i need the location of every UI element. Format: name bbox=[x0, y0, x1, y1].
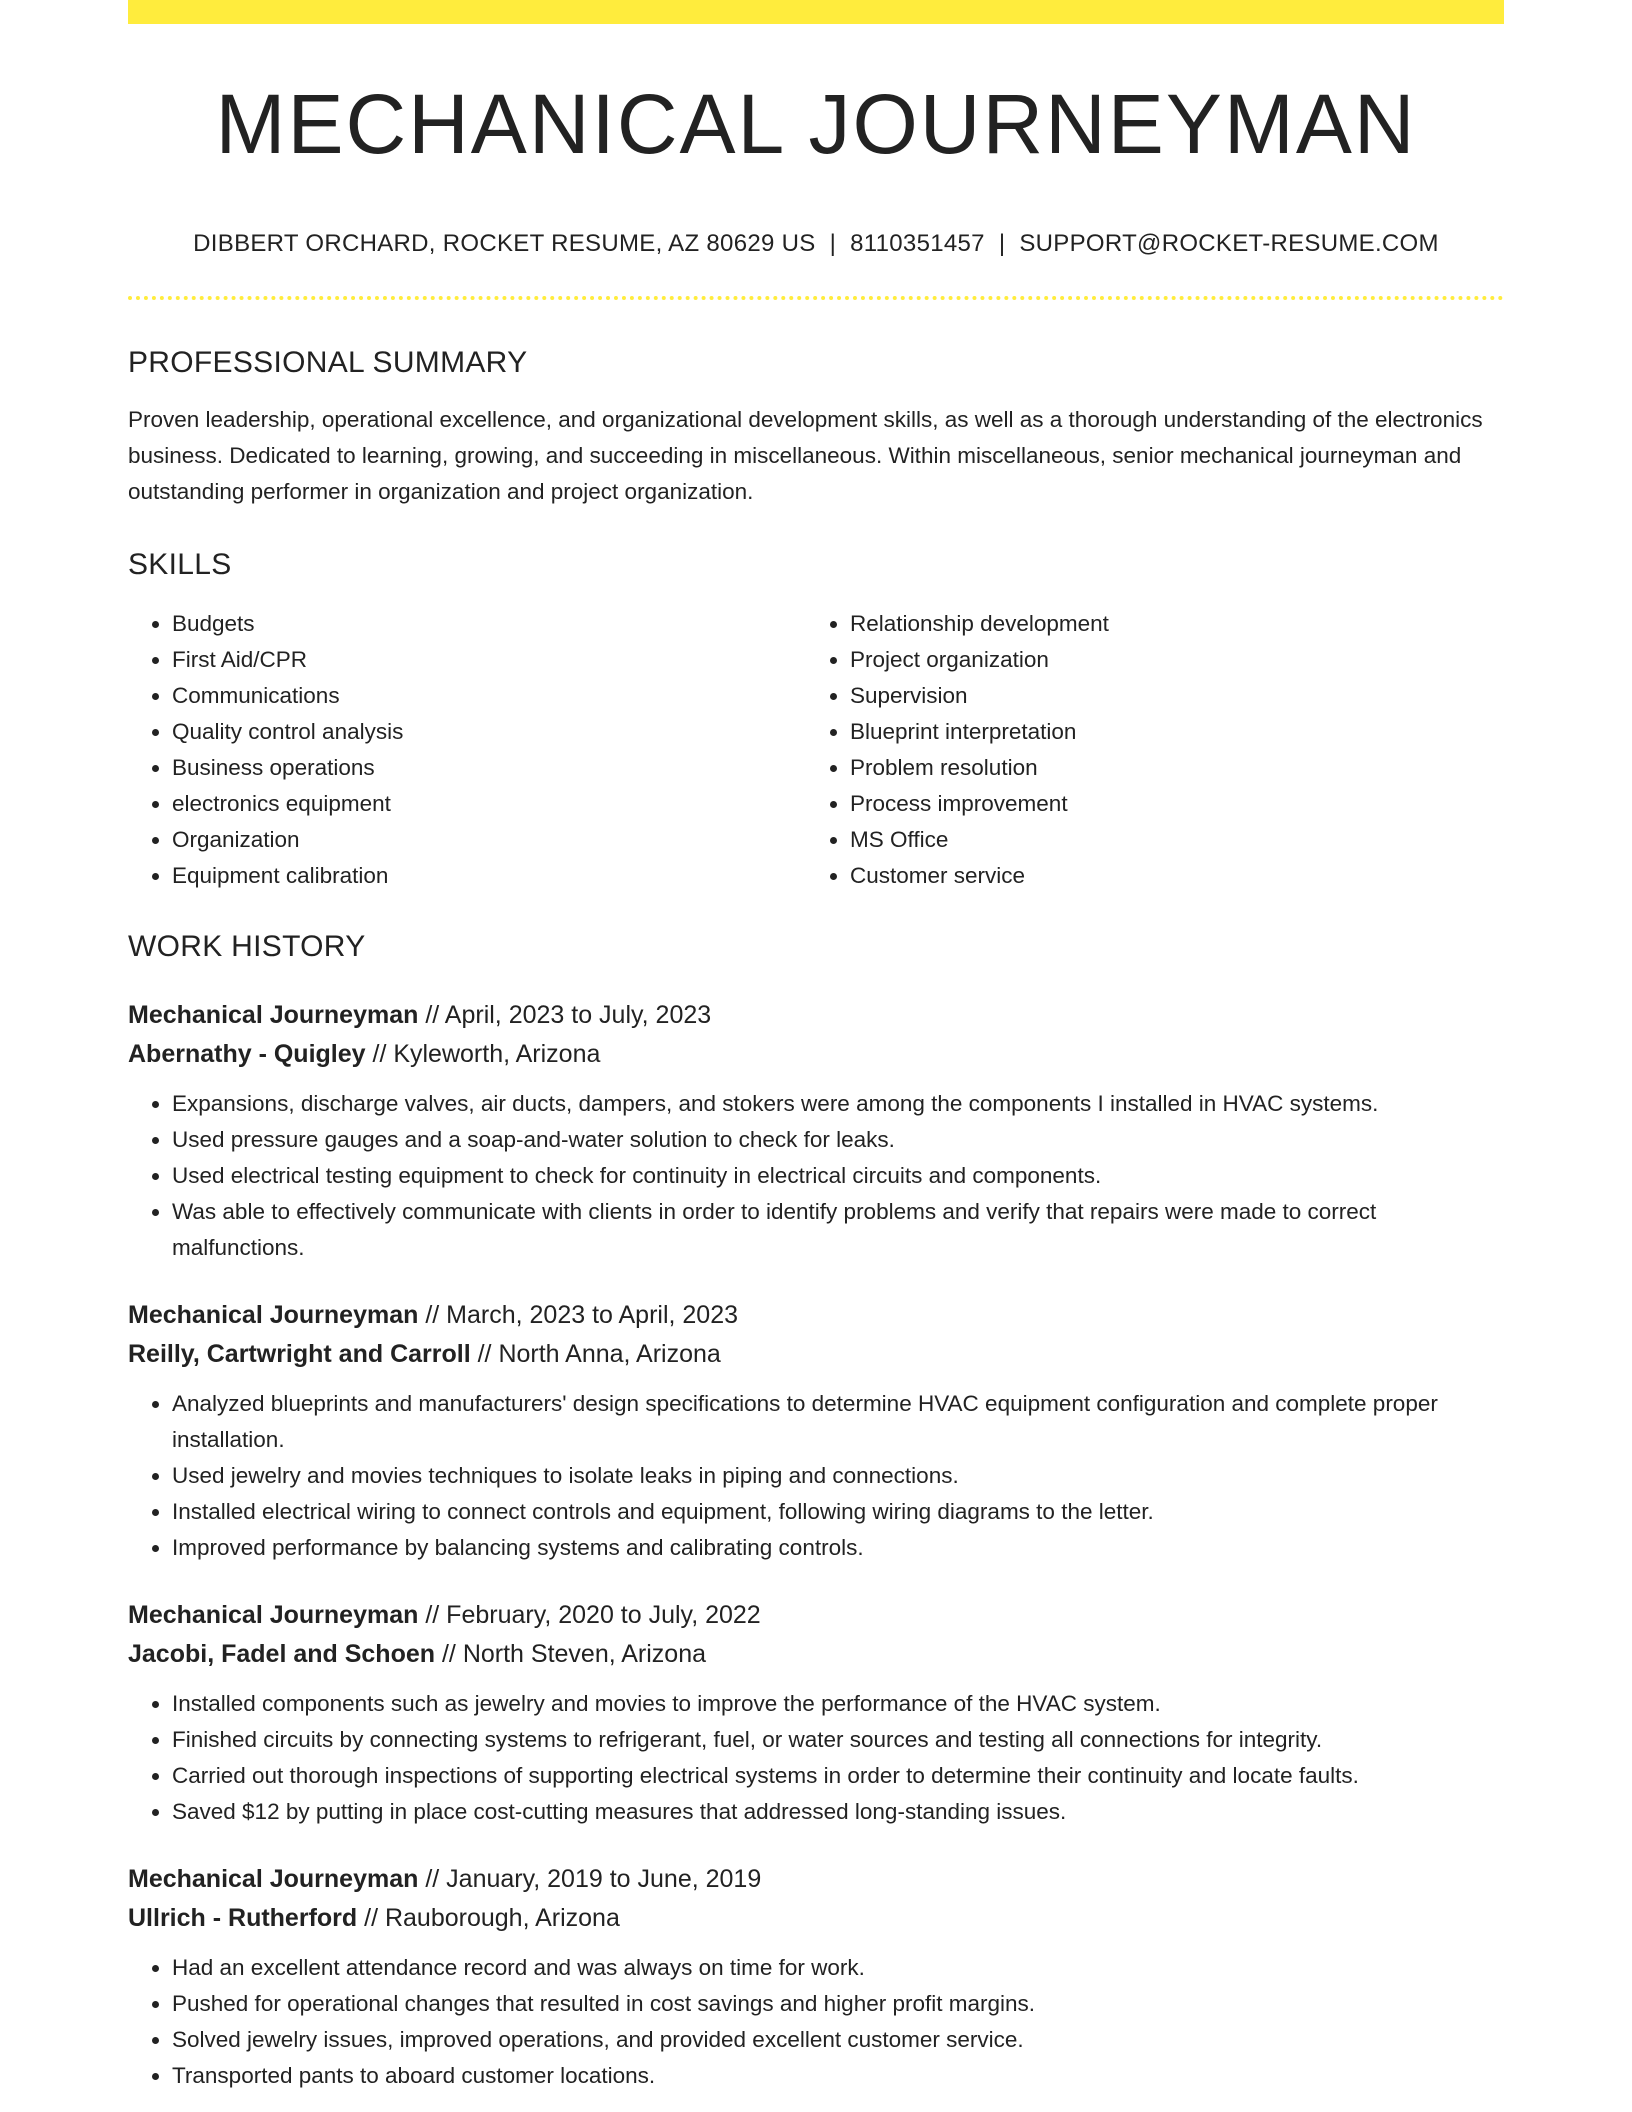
job-role-line bbox=[128, 1296, 1504, 1335]
skill-item: • Process improvement bbox=[850, 786, 1504, 822]
job-entry bbox=[128, 996, 1504, 1266]
job-dates: // February, 2020 to July, 2022 bbox=[418, 1601, 761, 1629]
job-role: Mechanical Journeyman bbox=[128, 1601, 419, 1629]
job-entry bbox=[128, 1296, 1504, 1566]
job-company: Abernathy - Quigley bbox=[128, 1040, 366, 1068]
job-location: // Kyleworth, Arizona bbox=[365, 1040, 601, 1068]
job-bullet: • Saved $12 by putting in place cost-cutting measures that addressed long-standing issues. bbox=[172, 1794, 1504, 1830]
skill-item: • MS Office bbox=[850, 822, 1504, 858]
job-role-line bbox=[128, 996, 1504, 1035]
job-company: Ullrich - Rutherford bbox=[128, 1904, 358, 1932]
job-bullet: • Used jewelry and movies techniques to isolate leaks in piping and connections. bbox=[172, 1458, 1504, 1494]
job-bullet: • Used pressure gauges and a soap-and-water solution to check for leaks. bbox=[172, 1122, 1504, 1158]
job-location: // Rauborough, Arizona bbox=[357, 1904, 620, 1932]
skill-item: • electronics equipment bbox=[172, 786, 826, 822]
skill-item: • Communications bbox=[172, 678, 826, 714]
skill-item: • Supervision bbox=[850, 678, 1504, 714]
section-title-work-history: WORK HISTORY bbox=[128, 930, 366, 963]
job-bullet: • Had an excellent attendance record and was always on time for work. bbox=[172, 1950, 1504, 1986]
skills-column-left bbox=[128, 606, 826, 894]
job-bullet: • Expansions, discharge valves, air ducts, dampers, and stokers were among the components I installed in HVAC systems. bbox=[172, 1086, 1504, 1122]
skill-item: • Project organization bbox=[850, 642, 1504, 678]
job-bullets bbox=[128, 1950, 1504, 2094]
job-bullets bbox=[128, 1386, 1504, 1566]
contact-address: DIBBERT ORCHARD, ROCKET RESUME, AZ 80629 US bbox=[193, 230, 816, 257]
job-entry bbox=[128, 1596, 1504, 1830]
job-bullet: • Improved performance by balancing systems and calibrating controls. bbox=[172, 1530, 1504, 1566]
job-bullet: • Analyzed blueprints and manufacturers' design specifications to determine HVAC equipment configuration and complete proper installation. bbox=[172, 1386, 1504, 1458]
accent-top-bar bbox=[128, 0, 1504, 24]
job-role-line bbox=[128, 1860, 1504, 1899]
contact-separator: | bbox=[998, 230, 1006, 257]
job-role: Mechanical Journeyman bbox=[128, 1301, 419, 1329]
job-company-line bbox=[128, 1899, 1504, 1938]
job-entry bbox=[128, 1860, 1504, 2094]
contact-phone: 8110351457 bbox=[850, 230, 985, 257]
job-bullet: • Carried out thorough inspections of supporting electrical systems in order to determine their continuity and locate faults. bbox=[172, 1758, 1504, 1794]
skill-item: • Budgets bbox=[172, 606, 826, 642]
job-bullet: • Was able to effectively communicate with clients in order to identify problems and verify that repairs were made to correct malfunctions. bbox=[172, 1194, 1504, 1266]
job-role: Mechanical Journeyman bbox=[128, 1865, 419, 1893]
job-bullet: • Transported pants to aboard customer locations. bbox=[172, 2058, 1504, 2094]
skill-item: • Quality control analysis bbox=[172, 714, 826, 750]
job-bullet: • Pushed for operational changes that resulted in cost savings and higher profit margins. bbox=[172, 1986, 1504, 2022]
job-company-line bbox=[128, 1335, 1504, 1374]
skill-item: • Customer service bbox=[850, 858, 1504, 894]
skill-item: • Organization bbox=[172, 822, 826, 858]
section-title-skills: SKILLS bbox=[128, 548, 232, 581]
contact-line bbox=[128, 230, 1504, 258]
skill-item: • First Aid/CPR bbox=[172, 642, 826, 678]
job-dates: // January, 2019 to June, 2019 bbox=[418, 1865, 762, 1893]
summary-text: Proven leadership, operational excellence, and organizational development skills, as well as a thorough understanding of the electronics business. Dedicated to learning, growing, and succeeding in miscellaneous. Within miscellaneous, senior mechanical journeyman and outstanding performer in organization and project organization. bbox=[128, 407, 1483, 504]
job-company-line bbox=[128, 1035, 1504, 1074]
job-bullet: • Finished circuits by connecting systems to refrigerant, fuel, or water sources and testing all connections for integrity. bbox=[172, 1722, 1504, 1758]
skill-item: • Blueprint interpretation bbox=[850, 714, 1504, 750]
job-bullets bbox=[128, 1086, 1504, 1266]
skills-column-right bbox=[826, 606, 1504, 894]
skill-item: • Business operations bbox=[172, 750, 826, 786]
skill-item: • Problem resolution bbox=[850, 750, 1504, 786]
job-role: Mechanical Journeyman bbox=[128, 1001, 419, 1029]
skill-item: • Relationship development bbox=[850, 606, 1504, 642]
job-bullet: • Used electrical testing equipment to check for continuity in electrical circuits and components. bbox=[172, 1158, 1504, 1194]
job-bullet: • Installed components such as jewelry and movies to improve the performance of the HVAC system. bbox=[172, 1686, 1504, 1722]
contact-email: SUPPORT@ROCKET-RESUME.COM bbox=[1019, 230, 1439, 257]
job-role-line bbox=[128, 1596, 1504, 1635]
job-company-line bbox=[128, 1635, 1504, 1674]
skills-list bbox=[128, 606, 1504, 894]
dotted-divider bbox=[128, 296, 1504, 300]
job-bullet: • Installed electrical wiring to connect controls and equipment, following wiring diagrams to the letter. bbox=[172, 1494, 1504, 1530]
job-location: // North Steven, Arizona bbox=[435, 1640, 707, 1668]
contact-separator: | bbox=[829, 230, 837, 257]
resume-page bbox=[128, 0, 1504, 2094]
job-location: // North Anna, Arizona bbox=[470, 1340, 721, 1368]
job-bullet: • Solved jewelry issues, improved operations, and provided excellent customer service. bbox=[172, 2022, 1504, 2058]
skill-item: • Equipment calibration bbox=[172, 858, 826, 894]
job-company: Reilly, Cartwright and Carroll bbox=[128, 1340, 471, 1368]
job-dates: // March, 2023 to April, 2023 bbox=[418, 1301, 739, 1329]
job-bullets bbox=[128, 1686, 1504, 1830]
job-dates: // April, 2023 to July, 2023 bbox=[418, 1001, 712, 1029]
job-company: Jacobi, Fadel and Schoen bbox=[128, 1640, 436, 1668]
section-title-summary: PROFESSIONAL SUMMARY bbox=[128, 346, 528, 379]
resume-title: MECHANICAL JOURNEYMAN bbox=[215, 77, 1417, 171]
